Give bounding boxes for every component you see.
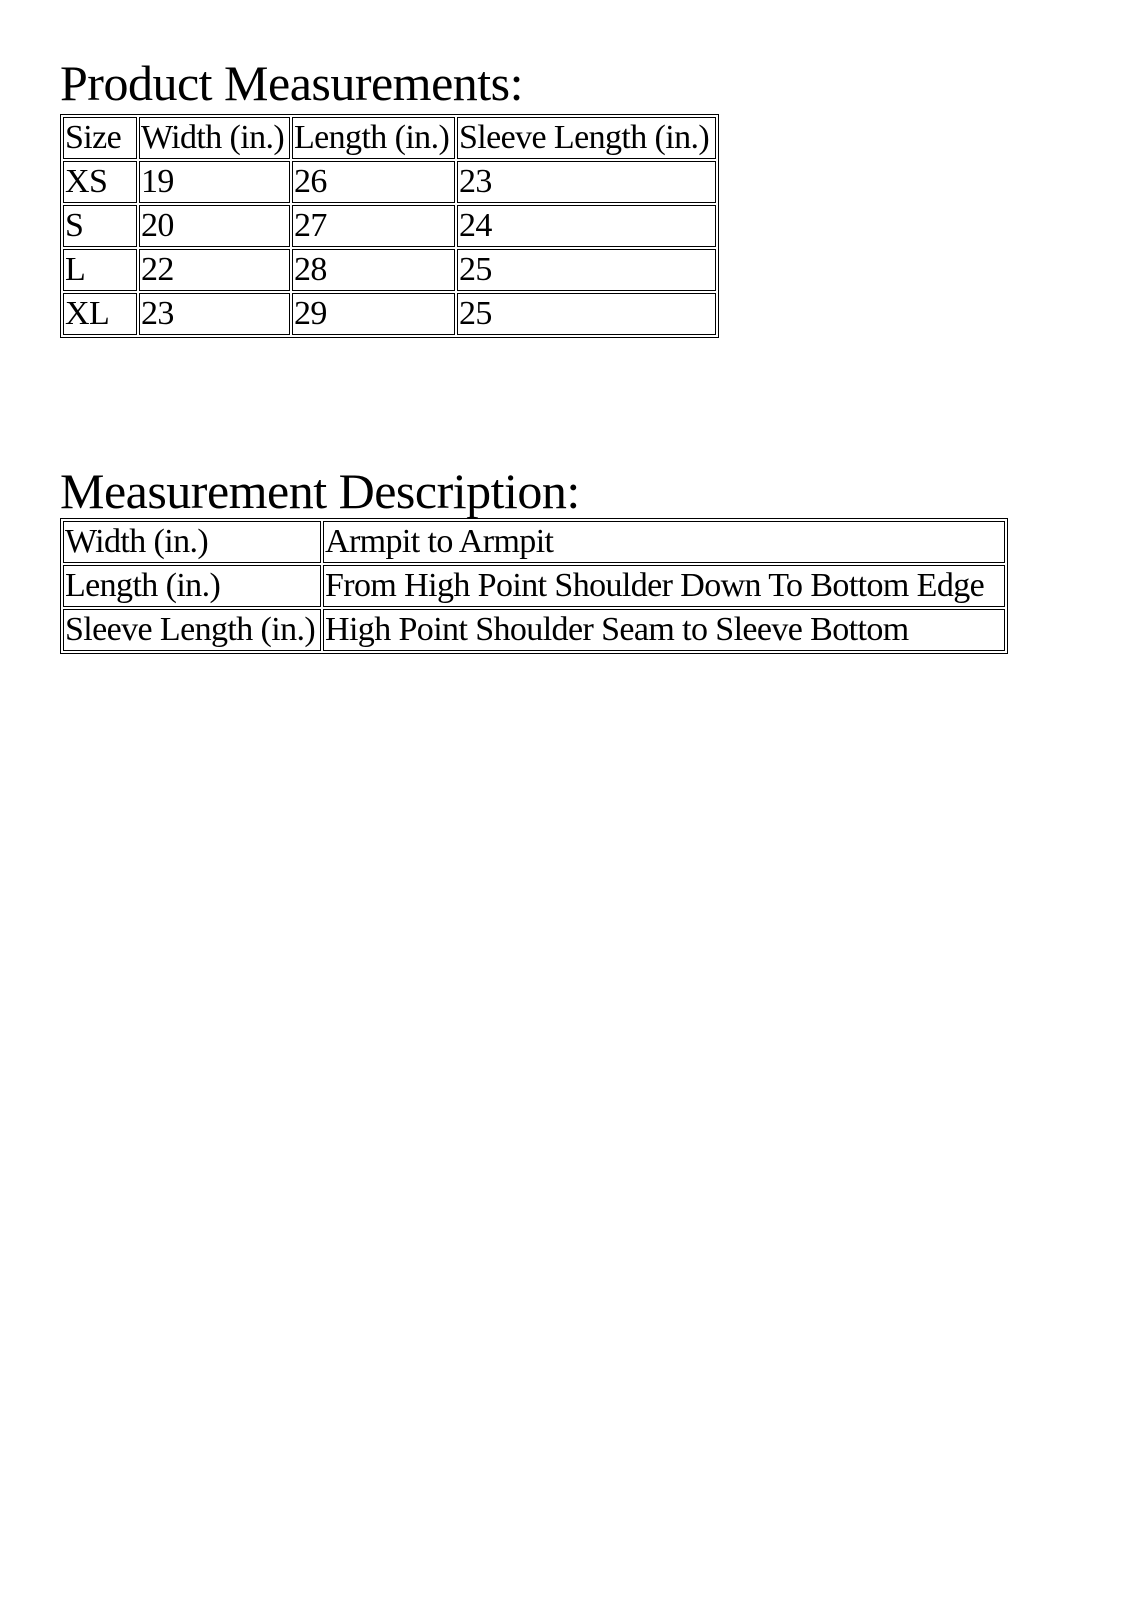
cell-length: 29 — [292, 293, 455, 335]
cell-measurement-name: Width (in.) — [63, 521, 321, 563]
header-sleeve-length: Sleeve Length (in.) — [457, 117, 716, 159]
cell-size: S — [63, 205, 137, 247]
table-row — [63, 565, 1005, 607]
description-table — [60, 518, 1008, 654]
cell-size: XL — [63, 293, 137, 335]
table-header-row — [63, 117, 716, 159]
cell-measurement-name: Length (in.) — [63, 565, 321, 607]
table-row — [63, 249, 716, 291]
header-size: Size — [63, 117, 137, 159]
measurement-description-heading: Measurement Description: — [60, 463, 580, 519]
cell-width: 20 — [139, 205, 290, 247]
cell-width: 23 — [139, 293, 290, 335]
header-length: Length (in.) — [292, 117, 455, 159]
cell-sleeve-length: 25 — [457, 293, 716, 335]
cell-length: 27 — [292, 205, 455, 247]
cell-size: XS — [63, 161, 137, 203]
header-width: Width (in.) — [139, 117, 290, 159]
cell-width: 19 — [139, 161, 290, 203]
cell-size: L — [63, 249, 137, 291]
cell-measurement-description: High Point Shoulder Seam to Sleeve Bottom — [323, 609, 1005, 651]
table-row — [63, 161, 716, 203]
measurements-table — [60, 114, 719, 338]
cell-measurement-description: Armpit to Armpit — [323, 521, 1005, 563]
cell-sleeve-length: 23 — [457, 161, 716, 203]
cell-sleeve-length: 24 — [457, 205, 716, 247]
table-row — [63, 293, 716, 335]
cell-length: 26 — [292, 161, 455, 203]
table-row — [63, 521, 1005, 563]
cell-sleeve-length: 25 — [457, 249, 716, 291]
cell-measurement-description: From High Point Shoulder Down To Bottom Edge — [323, 565, 1005, 607]
table-row — [63, 609, 1005, 651]
cell-length: 28 — [292, 249, 455, 291]
product-measurements-heading: Product Measurements: — [60, 55, 524, 111]
cell-width: 22 — [139, 249, 290, 291]
cell-measurement-name: Sleeve Length (in.) — [63, 609, 321, 651]
table-row — [63, 205, 716, 247]
